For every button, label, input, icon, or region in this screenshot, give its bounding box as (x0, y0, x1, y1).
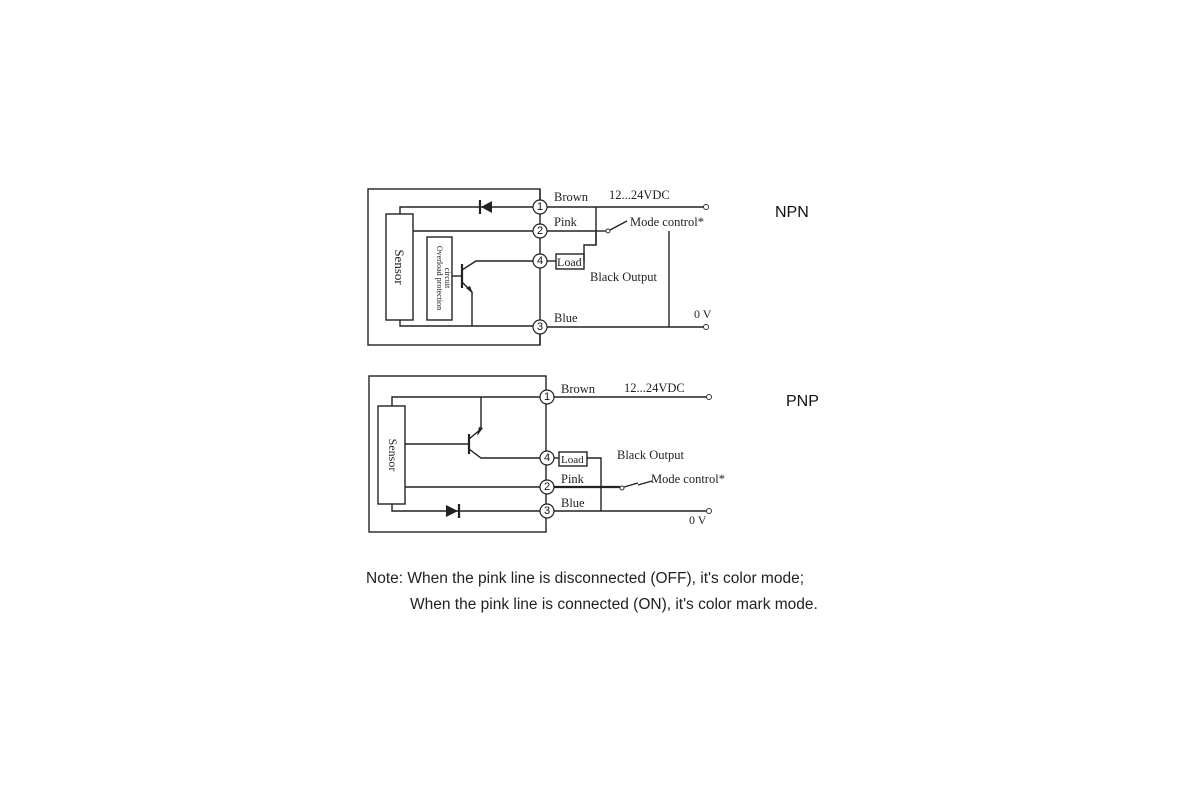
svg-text:4: 4 (536, 255, 544, 267)
pnp-0v-label: 0 V (689, 513, 707, 527)
npn-brown-label: Brown (554, 190, 589, 204)
pnp-brown-label: Brown (561, 382, 596, 396)
pnp-pin-3 (540, 504, 554, 518)
pnp-load-label: Load (561, 454, 584, 466)
pnp-supply-label: 12...24VDC (624, 381, 685, 395)
npn-mode-control-label: Mode control* (630, 215, 704, 229)
npn-protection-label-1: Overload protection (435, 245, 444, 311)
npn-black-output-label: Black Output (590, 270, 658, 284)
pnp-black-output-label: Black Output (617, 448, 685, 462)
npn-diagram (368, 188, 809, 345)
npn-supply-terminal (704, 205, 709, 210)
npn-transistor-collector (462, 261, 538, 270)
npn-title: NPN (775, 204, 809, 221)
npn-pin-3 (533, 320, 547, 334)
npn-load-label: Load (557, 255, 582, 269)
svg-text:3: 3 (536, 321, 544, 333)
npn-mode-switch (610, 221, 627, 230)
note-line-1: Note: When the pink line is disconnected (OFF), it's color mode; (366, 570, 805, 587)
pnp-pin-2 (540, 480, 554, 494)
npn-protection-label-2: circuit (443, 267, 452, 289)
svg-text:2: 2 (543, 481, 551, 493)
pnp-supply-terminal (707, 395, 712, 400)
npn-pink-label: Pink (554, 215, 577, 229)
pnp-pin-4 (540, 451, 554, 465)
note-line-2: When the pink line is connected (ON), it's color mark mode. (410, 596, 818, 613)
pnp-0v-terminal (707, 509, 712, 514)
svg-text:1: 1 (543, 391, 551, 403)
pnp-diagram (369, 376, 819, 532)
npn-blue-label: Blue (554, 311, 578, 325)
npn-supply-label: 12...24VDC (609, 188, 670, 202)
npn-0v-terminal (704, 325, 709, 330)
pnp-transistor-collector (469, 449, 540, 458)
npn-pin-1 (533, 200, 547, 214)
pnp-diode-icon (446, 505, 458, 517)
npn-sensor-label: Sensor (392, 249, 407, 285)
pnp-title: PNP (786, 393, 819, 410)
svg-text:2: 2 (536, 225, 544, 237)
pnp-sensor-label: Sensor (386, 438, 400, 472)
note (366, 566, 818, 618)
npn-0v-label: 0 V (694, 307, 712, 321)
pnp-mode-control-label: Mode control* (651, 472, 725, 486)
npn-pin-4 (533, 254, 547, 268)
svg-text:1: 1 (536, 201, 544, 213)
npn-diode-icon (481, 201, 492, 213)
svg-text:4: 4 (543, 452, 551, 464)
pnp-mode-switch (638, 481, 652, 485)
pnp-pink-label: Pink (561, 472, 584, 486)
npn-pin-2 (533, 224, 547, 238)
pnp-pin-1 (540, 390, 554, 404)
pnp-blue-label: Blue (561, 496, 585, 510)
svg-text:3: 3 (543, 505, 551, 517)
